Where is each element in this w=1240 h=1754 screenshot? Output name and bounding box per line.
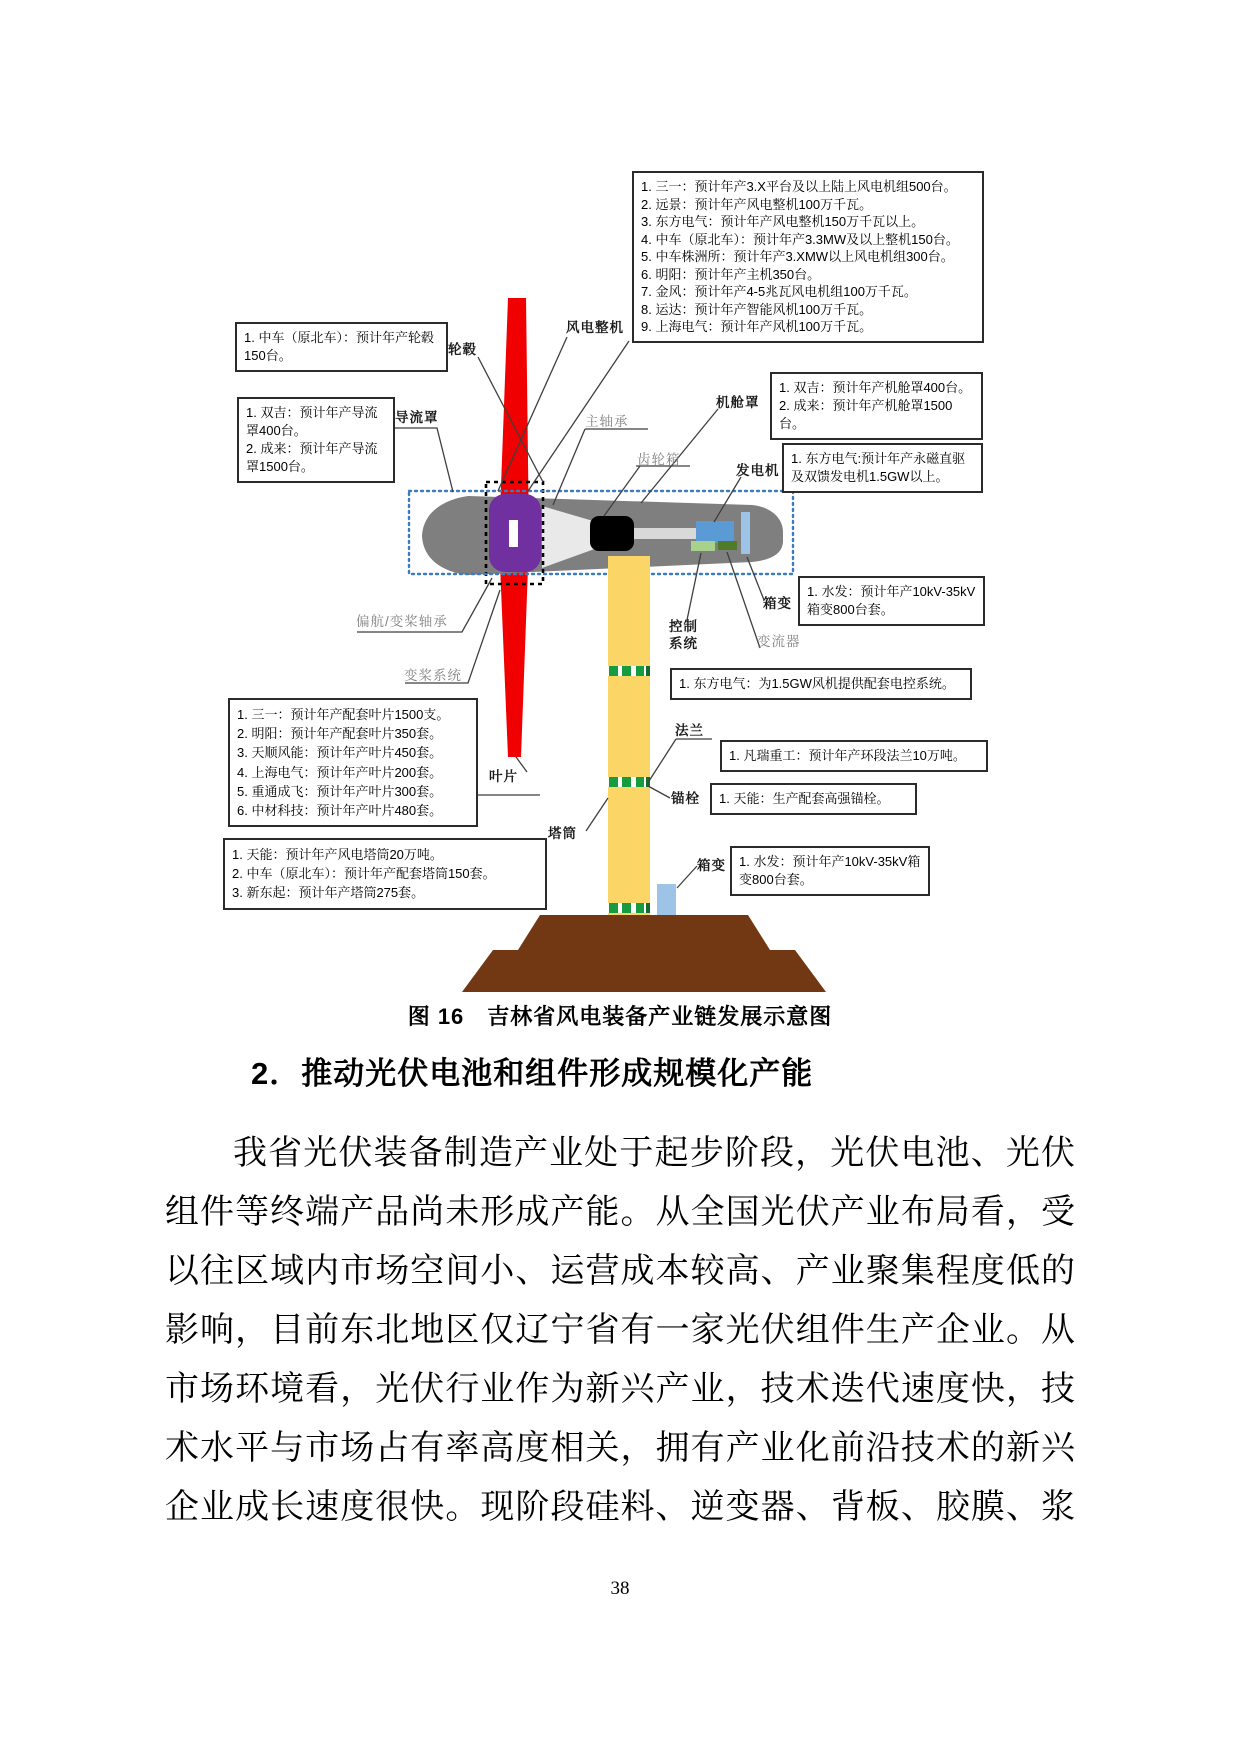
callout-line: 5. 中车株洲所：预计年产3.XMW以上风电机组300台。 (641, 249, 954, 264)
body-line: 市场环境看，光伏行业作为新兴产业，技术迭代速度快，技 (165, 1371, 1075, 1408)
callout-generator-box (782, 443, 983, 493)
body-line: 以往区域内市场空间小、运营成本较高、产业聚集程度低的 (165, 1253, 1075, 1290)
callout-line: 1. 东方电气:预计年产永磁直驱及双馈发电机1.5GW以上。 (791, 451, 966, 484)
label-tower: 塔筒 (548, 826, 577, 841)
body-line: 术水平与市场占有率高度相关，拥有产业化前沿技术的新兴 (165, 1430, 1075, 1467)
callout-line: 2. 远景：预计年产风电整机100万千瓦。 (641, 196, 873, 212)
body-paragraph (165, 1124, 1075, 1537)
label-control-system: 控制系统 (669, 619, 698, 651)
callout-oem-box (632, 171, 984, 343)
label-flange: 法兰 (675, 723, 704, 738)
callout-hub-box (235, 322, 448, 372)
label-transformer-bottom: 箱变 (697, 858, 726, 873)
flange-band-1 (608, 666, 650, 676)
converter-shape (718, 541, 737, 550)
callout-econtrol-box (670, 668, 972, 700)
callout-line: 1. 水发：预计年产10kV-35kV箱变800台套。 (807, 584, 976, 617)
callout-line: 1. 凡瑞重工：预计年产环段法兰10万吨。 (729, 748, 966, 763)
callout-line: 2. 成来：预计年产导流罩1500台。 (246, 441, 378, 474)
label-main-bearing: 主轴承 (585, 414, 629, 429)
generator-shape (696, 521, 734, 543)
nacelle-transformer-shape (741, 512, 750, 554)
callout-line: 1. 天能：预计年产风电塔筒20万吨。 (232, 847, 443, 862)
callout-tower-box (223, 838, 547, 910)
callout-nose-cone-box (237, 397, 395, 483)
callout-line: 2. 中车（原北车）：预计年产配套塔筒150套。 (232, 866, 496, 882)
callout-line: 3. 天顺风能：预计年产叶片450套。 (237, 745, 443, 761)
callout-line: 1. 双吉：预计年产机舱罩400台。 (779, 380, 972, 395)
figure-caption: 图 16 吉林省风电装备产业链发展示意图 (407, 1004, 833, 1029)
callout-line: 3. 新东起：预计年产塔筒275套。 (232, 885, 425, 901)
callout-line: 1. 天能：生产配套高强锚栓。 (719, 791, 890, 806)
callout-line: 2. 明阳：预计年产配套叶片350套。 (237, 726, 443, 742)
label-blade: 叶片 (489, 769, 518, 784)
page-number: 38 (610, 1578, 630, 1599)
body-line: 企业成长速度很快。现阶段硅料、逆变器、背板、胶膜、浆 (165, 1489, 1075, 1526)
label-generator: 发电机 (736, 463, 780, 478)
label-anchor-bolt: 锚栓 (671, 791, 700, 806)
callout-line: 4. 中车（原北车）：预计年产3.3MW及以上整机150台。 (641, 231, 959, 247)
callout-flange-box (720, 740, 988, 772)
callout-line: 1. 三一：预计年产3.X平台及以上陆上风电机组500台。 (641, 179, 957, 194)
body-line: 影响，目前东北地区仅辽宁省有一家光伏组件生产企业。从 (165, 1312, 1075, 1349)
callout-line: 6. 中材科技：预计年产叶片480套。 (237, 803, 443, 819)
section-heading: 2．推动光伏电池和组件形成规模化产能 (251, 1056, 814, 1091)
body-line: 组件等终端产品尚未形成产能。从全国光伏产业布局看，受 (165, 1194, 1075, 1231)
flange-band-3 (608, 903, 650, 913)
label-turbine: 风电整机 (566, 320, 624, 335)
callout-line: 6. 明阳：预计年产主机350台。 (641, 266, 821, 282)
callout-line: 4. 上海电气：预计年产叶片200套。 (237, 764, 443, 780)
callout-line: 1. 双吉：预计年产导流罩400台。 (246, 405, 378, 438)
callout-transformer-top-box (798, 576, 985, 626)
foundation-shape (462, 915, 826, 992)
callout-line: 1. 三一：预计年产配套叶片1500支。 (237, 707, 450, 722)
callout-line: 9. 上海电气：预计年产风机100万千瓦。 (641, 319, 873, 334)
label-pitch-system: 变桨系统 (404, 668, 462, 683)
callout-line: 8. 运达：预计年产智能风机100万千瓦。 (641, 301, 873, 317)
label-yaw-pitch-bearing: 偏航/变桨轴承 (356, 614, 448, 629)
label-nacelle-cover: 机舱罩 (716, 395, 760, 410)
label-gearbox: 齿轮箱 (637, 452, 681, 467)
label-hub: 轮毂 (448, 342, 477, 357)
callout-transformer-bottom-box (730, 846, 930, 896)
callout-line: 1. 中车（原北车）：预计年产轮毂150台。 (244, 330, 434, 363)
callout-line: 7. 金风：预计年产4-5兆瓦风电机组100万千瓦。 (641, 284, 917, 299)
callout-anchor-bolt-box (710, 783, 917, 815)
shaft-bar-shape (634, 528, 697, 539)
callout-line: 2. 成来：预计年产机舱罩1500台。 (779, 398, 953, 431)
callout-line: 3. 东方电气：预计年产风电整机150万千瓦以上。 (641, 214, 925, 229)
pad-transformer-shape (657, 884, 676, 915)
label-converter: 变流器 (757, 634, 801, 649)
callout-line: 1. 东方电气：为1.5GW风机提供配套电控系统。 (679, 676, 955, 691)
label-nose-cone: 导流罩 (395, 410, 439, 425)
gearbox-shape (590, 516, 634, 551)
flange-band-2 (608, 777, 650, 787)
callout-line: 5. 重通成飞：预计年产叶片300套。 (237, 783, 443, 799)
label-transformer-top: 箱变 (763, 596, 792, 611)
tower-shape (608, 556, 650, 915)
callout-line: 1. 水发：预计年产10kV-35kV箱变800台套。 (739, 854, 921, 887)
hub-slot-shape (509, 520, 518, 547)
callout-nacelle-cover-box (770, 372, 983, 440)
body-line: 我省光伏装备制造产业处于起步阶段，光伏电池、光伏 (233, 1135, 1075, 1172)
callout-blade-box (228, 698, 478, 827)
control-cabinet-shape (691, 541, 715, 551)
